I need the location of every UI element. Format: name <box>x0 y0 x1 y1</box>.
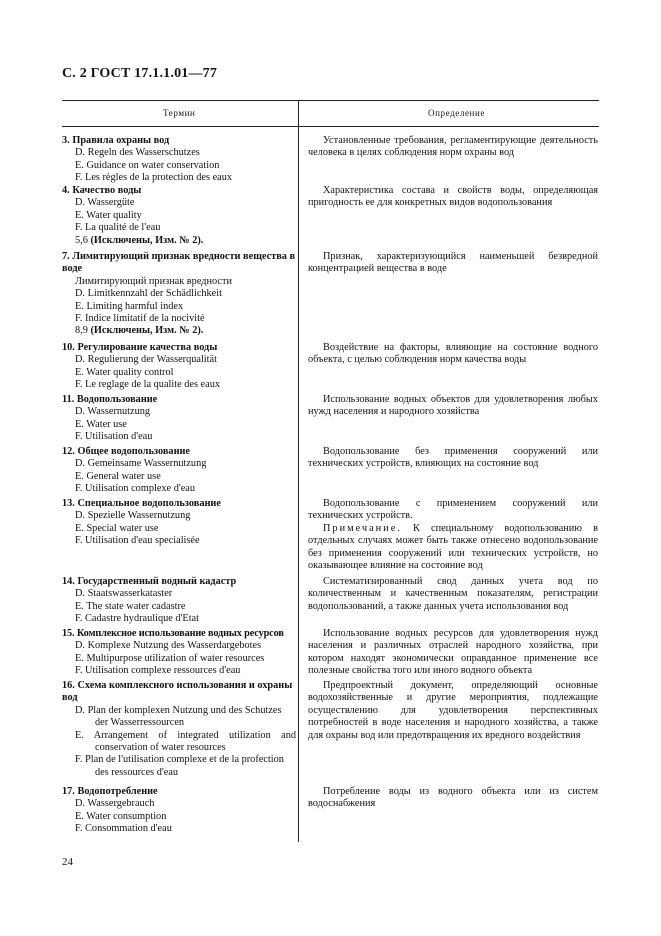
term-de: D. Regeln des Wasserschutzes <box>75 147 200 159</box>
term-de: D. Wassergebrauch <box>75 798 155 810</box>
term-title: Комплексное использование водных ресурсов <box>76 628 284 639</box>
term-title: Схема комплексного использования и охраны вод <box>62 680 293 704</box>
term-number: 14. <box>62 576 75 587</box>
term-de: D. Plan der komplexen Nutzung und des Schutzes der Wasserressourcen <box>75 704 282 729</box>
term-alt: Лимитирующий признак вредности <box>75 275 232 287</box>
term-number: 17. <box>62 786 75 797</box>
definition-13 <box>308 498 598 572</box>
term-title: Водопотребление <box>77 786 158 797</box>
term-fr: F. Les règles de la protection des eaux <box>75 172 233 184</box>
term-title: Лимитирующий признак вредности вещества в воде <box>62 251 296 275</box>
page-number: 24 <box>62 856 73 868</box>
term-fr: F. Utilisation d'eau specialisée <box>75 535 200 547</box>
term-fr: F. Cadastre hydraulique d'Etat <box>75 613 199 625</box>
term-de: D. Spezielle Wassernutzung <box>75 510 191 522</box>
term-en: E. Water quality control <box>75 366 174 378</box>
definition-17: Потребление воды из водного объекта или из систем водоснабжения <box>308 786 598 810</box>
table-top-rule <box>62 100 599 101</box>
definition-4: Характеристика состава и свойств воды, определяющая пригодность ее для конкретных видов водопользования <box>308 185 598 209</box>
column-divider <box>298 100 299 842</box>
term-de: D. Wassergüte <box>75 197 135 209</box>
definition-11: Использование водных объектов для удовлетворения любых нужд населения и народного хозяйства <box>308 394 598 418</box>
term-en: E. Guidance on water conservation <box>75 159 220 171</box>
definition-13-text: Водопользование с применением сооружений или технических устройств. <box>308 498 598 522</box>
term-number: 3. <box>62 135 70 146</box>
term-en: E. Water quality <box>75 209 142 221</box>
term-entry-14 <box>62 576 296 626</box>
term-en: E. General water use <box>75 470 161 482</box>
term-de: D. Staatswasserkataster <box>75 588 173 600</box>
term-en: E. Water use <box>75 418 127 430</box>
term-number: 15. <box>62 628 75 639</box>
table-header-rule <box>62 126 599 127</box>
term-entry-7 <box>62 251 296 338</box>
term-title: Правила охраны вод <box>72 135 170 146</box>
term-en: E. Limiting harmful index <box>75 300 184 312</box>
definition-14: Систематизированный свод данных учета вод по количественным и качественным показателям, регистрации водопользований, а также данных учета использования вод <box>308 576 598 612</box>
term-fr: F. Indice limitatif de la nocivité <box>75 313 205 325</box>
note-label: Примечание. <box>323 522 402 534</box>
definition-3: Установленные требования, регламентирующие деятельность человека в целях соблюдения норм охраны вод <box>308 135 598 159</box>
definition-16: Предпроектный документ, определяющий основные водохозяйственные и другие мероприятия, подлежащие осуществлению для удовлетворения перспективных потребностей в воде населения и народного хозяйства, а также для охраны вод или предотвращения их вредного воздействия <box>308 680 598 741</box>
term-title: Регулирование качества воды <box>77 342 218 353</box>
term-entry-10 <box>62 342 296 392</box>
definition-13-note <box>308 523 598 573</box>
term-fr: F. Le reglage de la qualite des eaux <box>75 379 220 391</box>
term-de: D. Limitkennzahl der Schädlichkeit <box>75 288 222 300</box>
term-entry-3 <box>62 135 296 185</box>
term-de: D. Gemeinsame Wassernutzung <box>75 458 207 470</box>
term-number: 7. <box>62 251 70 262</box>
term-fr: F. Consommation d'eau <box>75 823 172 835</box>
term-entry-15 <box>62 628 296 678</box>
term-de: D. Regulierung der Wasserqualität <box>75 354 217 366</box>
term-title: Государственный водный кадастр <box>77 576 237 587</box>
definition-10: Воздействие на факторы, влияющие на состояние водного объекта, с целью соблюдения норм качества воды <box>308 342 598 366</box>
term-number: 13. <box>62 498 75 509</box>
term-entry-4 <box>62 185 296 247</box>
column-header-definition: Определение <box>428 108 485 118</box>
term-en: E. Special water use <box>75 522 159 534</box>
term-en: E. The state water cadastre <box>75 600 186 612</box>
term-title: Качество воды <box>72 185 142 196</box>
term-fr: F. Utilisation complexe ressources d'eau <box>75 665 241 677</box>
term-entry-13 <box>62 498 296 548</box>
excluded-8-9: 8,9 (Исключены, Изм. № 2). <box>75 325 204 337</box>
term-fr: F. La qualité de l'eau <box>75 222 161 234</box>
term-entry-17 <box>62 786 296 836</box>
term-number: 16. <box>62 680 75 691</box>
term-de: D. Komplexe Nutzung des Wasserdargebotes <box>75 640 262 652</box>
definition-7: Признак, характеризующийся наименьшей безвредной концентрацией вещества в воде <box>308 251 598 275</box>
term-entry-12 <box>62 446 296 496</box>
term-fr: F. Utilisation complexe d'eau <box>75 483 195 495</box>
term-en: E. Multipurpose utilization of water resources <box>75 652 265 664</box>
term-en: E. Water consumption <box>75 810 167 822</box>
term-number: 12. <box>62 446 75 457</box>
excluded-5-6: 5,6 (Исключены, Изм. № 2). <box>75 234 204 246</box>
term-number: 4. <box>62 185 70 196</box>
definition-12: Водопользование без применения сооружений или технических устройств, влияющих на состояние вод <box>308 446 598 470</box>
term-fr: F. Plan de l'utilisation complexe et de la profection des ressources d'eau <box>75 754 284 778</box>
term-en: E. Arrangement of integrated utilization and conservation of water resources <box>75 729 296 754</box>
column-header-term: Термин <box>163 108 196 118</box>
term-de: D. Wassernutzung <box>75 406 151 418</box>
term-fr: F. Utilisation d'eau <box>75 431 153 443</box>
term-title: Водопользование <box>76 394 158 405</box>
term-number: 10. <box>62 342 75 353</box>
definition-15: Использование водных ресурсов для удовлетворения нужд населения и различных отраслей народного хозяйства, при котором находят экономически оправданное применение все полезные свойства того или иного водного объекта <box>308 628 598 677</box>
term-title: Специальное водопользование <box>77 498 221 509</box>
note-text: К специальному водопользованию в отдельных случаях может быть также отнесено водопользование без применения сооружений или технических устройств, но оказывающее влияние на состояние вод <box>308 522 598 572</box>
term-number: 11. <box>62 394 75 405</box>
term-entry-11 <box>62 394 296 444</box>
page-header: С. 2 ГОСТ 17.1.1.01—77 <box>62 66 218 81</box>
term-entry-16 <box>62 680 296 779</box>
term-title: Общее водопользование <box>77 446 190 457</box>
